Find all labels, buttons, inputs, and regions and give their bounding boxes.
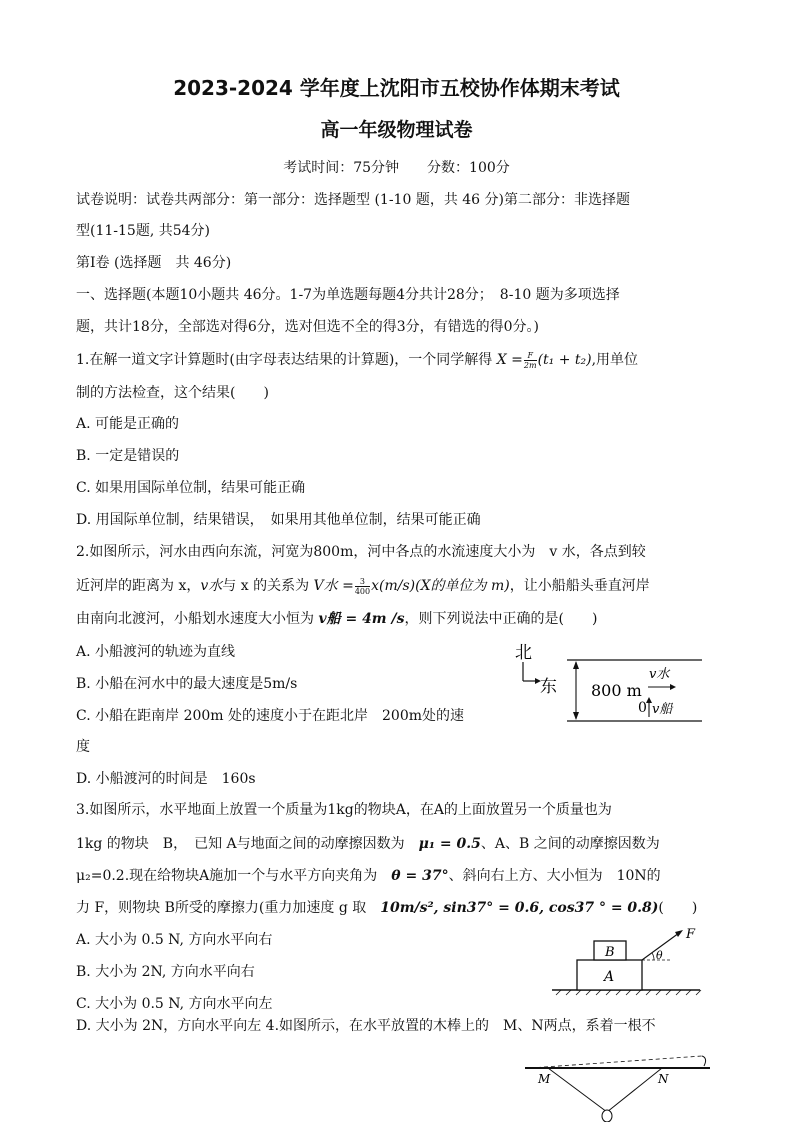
q3-stem-line-3 bbox=[76, 866, 661, 886]
section-heading-line-2: 题，共计18分，全部选对得6分，选对但选不全的得3分，有错选的得0分。) bbox=[76, 319, 539, 335]
q2-line2-part-b: 与 x 的关系为 bbox=[222, 578, 314, 594]
east-label: 东 bbox=[540, 677, 557, 697]
angle-arc bbox=[652, 953, 654, 960]
string-left bbox=[548, 1068, 607, 1112]
angle-label: θ bbox=[656, 949, 663, 962]
q3-theta: θ = 37° bbox=[391, 868, 449, 884]
q3-constants: 10m/s², sin37° = 0.6, cos37 ° = 0.8) bbox=[380, 900, 659, 916]
section-heading-line-1: 一、选择题(本题10小题共 46分。1-7为单选题每题4分共计28分； 8-10 题为多项选择 bbox=[76, 287, 620, 303]
block-a-label: A bbox=[604, 969, 615, 985]
q3-stem-line-4 bbox=[76, 898, 697, 918]
q1-stem-line-2: 制的方法检查，这个结果( ) bbox=[76, 385, 269, 401]
q1-stem-text: 1.在解一道文字计算题时(由字母表达结果的计算题)，一个同学解得 bbox=[76, 352, 497, 368]
instructions-line-1: 试卷说明：试卷共两部分：第一部分：选择题型 (1-10 题，共 46 分)第二部分：非选择题 bbox=[76, 192, 630, 208]
rod-diagram bbox=[520, 1052, 720, 1122]
q2-fraction: $\frac{3}{400}$ bbox=[354, 576, 371, 596]
q2-v-water: v水 bbox=[200, 578, 223, 594]
q2-line3-part-a: 由南向北渡河，小船划水速度大小恒为 bbox=[76, 611, 319, 627]
q2-option-b: B. 小船在河水中的最大速度是5m/s bbox=[76, 676, 298, 692]
q3-stem-line-1: 3.如图所示，水平地面上放置一个质量为1kg的物块A，在A的上面放置另一个质量也为 bbox=[76, 802, 612, 818]
q2-option-c-continued: 度 bbox=[76, 739, 90, 755]
origin-label: 0 bbox=[638, 700, 647, 716]
q2-stem-line-3 bbox=[76, 609, 597, 629]
q2-stem-line-2 bbox=[76, 576, 650, 596]
river-width-label: 800 m bbox=[591, 681, 642, 700]
q3-option-c: C. 大小为 0.5 N, 方向水平向左 bbox=[76, 996, 273, 1012]
page-title: 2023-2024 学年度上沈阳市五校协作体期末考试 bbox=[173, 76, 620, 100]
v-boat-label: v船 bbox=[652, 702, 673, 717]
string-dashed bbox=[530, 1056, 702, 1068]
string-end bbox=[702, 1056, 706, 1066]
q3-line2-part-a: 1kg 的物块 B， 已知 A与地面之间的动摩擦因数为 bbox=[76, 836, 419, 852]
v-water-label: v水 bbox=[649, 667, 670, 682]
blocks-diagram bbox=[550, 920, 710, 995]
q2-formula-v: V水 = bbox=[313, 578, 354, 594]
string-right bbox=[607, 1068, 662, 1112]
exam-info: 考试时间：75分钟 分数：100分 bbox=[283, 160, 510, 176]
q2-option-c: C. 小船在距南岸 200m 处的速度小于在距北岸 200m处的速 bbox=[76, 708, 465, 724]
q3-line4-part-c: ( ) bbox=[658, 900, 698, 916]
q2-line2-part-a: 近河岸的距离为 x， bbox=[76, 578, 201, 594]
q1-formula-tail: (t₁ + t₂) bbox=[537, 352, 592, 368]
q2-option-a: A. 小船渡河的轨迹为直线 bbox=[76, 644, 236, 660]
block-b-label: B bbox=[605, 945, 615, 960]
q3-line3-part-a: μ₂=0.2.现在给物块A施加一个与水平方向夹角为 bbox=[76, 868, 392, 884]
q3-line2-part-b: 、A、B 之间的动摩擦因数为 bbox=[480, 836, 660, 852]
q2-stem-line-1: 2.如图所示，河水由西向东流，河宽为800m，河中各点的水流速度大小为 v 水，各点到较 bbox=[76, 544, 646, 560]
north-label: 北 bbox=[515, 643, 532, 663]
point-n-label: N bbox=[658, 1072, 669, 1086]
hanging-ring bbox=[602, 1110, 612, 1122]
q3-line3-part-b: 、斜向右上方、大小恒为 10N的 bbox=[448, 868, 661, 884]
q3-mu1: μ₁ = 0.5 bbox=[418, 836, 481, 852]
q3-line4-part-a: 力 F，则物块 B所受的摩擦力(重力加速度 g 取 bbox=[76, 900, 381, 916]
q3-option-d-and-q4-stem: D. 大小为 2N，方向水平向左 4.如图所示，在水平放置的木棒上的 M、N两点，系着一根不 bbox=[76, 1018, 656, 1034]
force-label: F bbox=[686, 927, 696, 942]
q2-boat-speed: v船 = 4m /s bbox=[318, 611, 405, 627]
q1-option-a: A. 可能是正确的 bbox=[76, 416, 180, 432]
q1-stem-line-1 bbox=[76, 350, 638, 370]
point-m-label: M bbox=[538, 1072, 551, 1086]
part-one-heading: 第Ⅰ卷 (选择题 共 46分) bbox=[76, 255, 232, 271]
page-subtitle: 高一年级物理试卷 bbox=[320, 119, 473, 141]
q2-line2-part-d: ，让小船船头垂直河岸 bbox=[509, 578, 650, 594]
river-diagram bbox=[510, 640, 710, 730]
q1-stem-suffix: ,用单位 bbox=[591, 352, 639, 368]
q2-line3-part-b: ，则下列说法中正确的是( ) bbox=[404, 611, 598, 627]
q1-fraction: $\frac{F}{2m}$ bbox=[523, 350, 537, 370]
q1-formula-x: X = bbox=[496, 352, 523, 368]
q2-option-d: D. 小船渡河的时间是 160s bbox=[76, 771, 256, 787]
q1-option-d: D. 用国际单位制，结果错误， 如果用其他单位制，结果可能正确 bbox=[76, 512, 481, 528]
q3-option-a: A. 大小为 0.5 N, 方向水平向右 bbox=[76, 932, 273, 948]
q1-option-b: B. 一定是错误的 bbox=[76, 448, 180, 464]
q3-stem-line-2 bbox=[76, 834, 660, 854]
q3-option-b: B. 大小为 2N, 方向水平向右 bbox=[76, 964, 255, 980]
q2-formula-tail: x(m/s)(X的单位为 m) bbox=[371, 578, 510, 594]
instructions-line-2: 型(11-15题, 共54分) bbox=[76, 223, 210, 239]
q1-option-c: C. 如果用国际单位制，结果可能正确 bbox=[76, 480, 306, 496]
